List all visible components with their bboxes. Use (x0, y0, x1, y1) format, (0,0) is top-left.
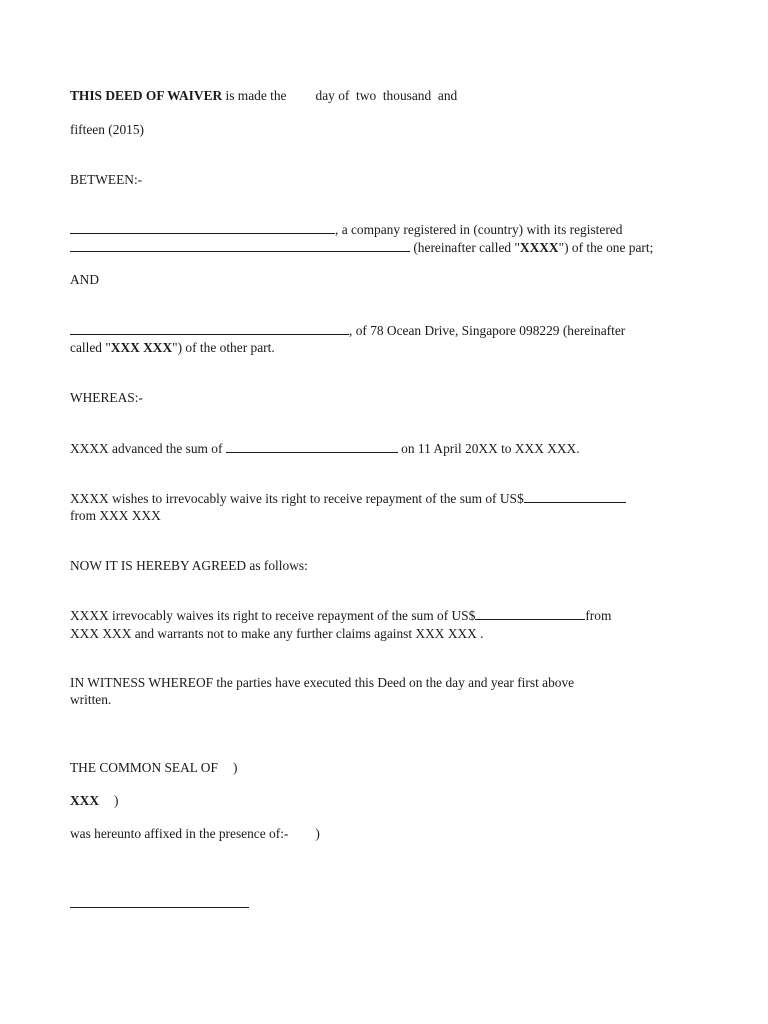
deed-title: THIS DEED OF WAIVER (70, 88, 223, 103)
recital-2-line1: XXXX wishes to irrevocably waive its right to receive repayment of the sum of US$ (70, 490, 626, 507)
recital-2-line2: from XXX XXX (70, 508, 161, 523)
clause-line1: XXXX irrevocably waives its right to receive repayment of the sum of US$ from (70, 608, 612, 623)
party1-line1: , a company registered in (country) with its registered (70, 221, 622, 238)
seal-label: THE COMMON SEAL OF (70, 760, 218, 775)
seal-party-line (70, 792, 118, 809)
whereas-heading: WHEREAS:- (70, 390, 143, 405)
party1-address-blank (70, 239, 410, 252)
party1-line2: (hereinafter called "XXXX") of the one part; (70, 239, 653, 256)
seal-bracket: ) (232, 760, 238, 775)
waive-amount-blank (524, 490, 626, 503)
clause-line2: XXX XXX and warrants not to make any further claims against XXX XXX . (70, 626, 484, 641)
seal-line (70, 759, 237, 776)
clause-amount-blank (475, 607, 585, 620)
party2-name-blank (70, 322, 349, 335)
affixed-text: was hereunto affixed in the presence of:- (70, 826, 289, 841)
advance-amount-blank (226, 440, 398, 453)
deed-title-date: day of two thousand and (315, 88, 458, 103)
deed-title-year: fifteen (2015) (70, 122, 144, 137)
deed-title-line (70, 87, 457, 104)
seal-party: XXX (70, 793, 100, 808)
party2-line2: called "XXX XXX") of the other part. (70, 340, 275, 355)
agreed-heading: NOW IT IS HEREBY AGREED as follows: (70, 558, 308, 573)
witness-line1: IN WITNESS WHEREOF the parties have executed this Deed on the day and year first above (70, 675, 575, 690)
seal-party-bracket: ) (114, 793, 119, 808)
party2-line1: , of 78 Ocean Drive, Singapore 098229 (hereinafter (70, 322, 625, 339)
party1-name-blank (70, 221, 335, 234)
party1-short-name: XXXX (519, 240, 559, 255)
and-heading: AND (70, 272, 100, 287)
affixed-bracket: ) (315, 826, 320, 841)
signature-line (70, 907, 249, 908)
affixed-line (70, 825, 320, 842)
between-heading: BETWEEN:- (70, 172, 143, 187)
party2-short-name: XXX XXX (110, 340, 173, 355)
witness-line2: written. (70, 692, 112, 707)
deed-title-rest: is made the (222, 88, 287, 103)
recital-1: XXXX advanced the sum of on 11 April 20XX to XXX XXX. (70, 441, 580, 456)
